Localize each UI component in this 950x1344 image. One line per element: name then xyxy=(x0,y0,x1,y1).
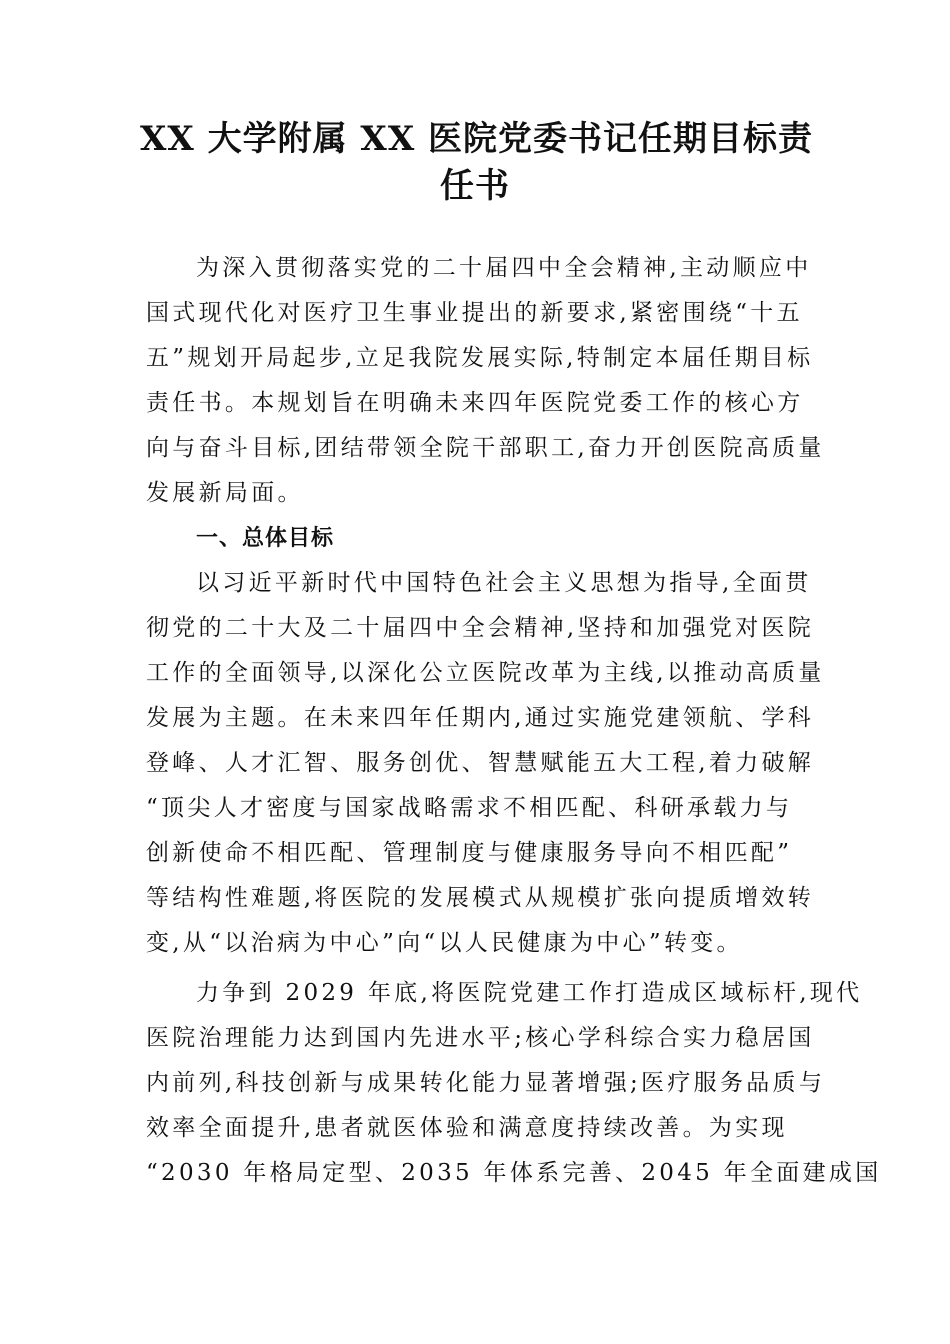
paragraph-line: 五”规划开局起步,立足我院发展实际,特制定本届任期目标 xyxy=(146,345,814,371)
paragraph-line: 登峰、人才汇智、服务创优、智慧赋能五大工程,着力破解 xyxy=(146,750,815,776)
paragraph-line: 力争到 2029 年底,将医院党建工作打造成区域标杆,现代 xyxy=(196,980,863,1006)
intro-paragraph xyxy=(146,246,825,516)
goals-paragraph-2 xyxy=(146,971,882,1196)
paragraph-line: 发展为主题。在未来四年任期内,通过实施党建领航、学科 xyxy=(146,705,815,731)
paragraph-line: 医院治理能力达到国内先进水平;核心学科综合实力稳居国 xyxy=(146,1025,815,1051)
paragraph-line: 为深入贯彻落实党的二十届四中全会精神,主动顺应中 xyxy=(196,255,812,281)
paragraph-line: 效率全面提升,患者就医体验和满意度持续改善。为实现 xyxy=(146,1115,788,1141)
paragraph-line: 彻党的二十大及二十届四中全会精神,坚持和加强党对医院 xyxy=(146,615,815,641)
paragraph-line: 责任书。本规划旨在明确未来四年医院党委工作的核心方 xyxy=(146,390,804,416)
paragraph-line: “顶尖人才密度与国家战略需求不相匹配、科研承载力与 xyxy=(146,795,793,821)
paragraph-line: “2030 年格局定型、2035 年体系完善、2045 年全面建成国 xyxy=(146,1160,882,1186)
document-body xyxy=(146,246,882,1196)
paragraph-line: 发展新局面。 xyxy=(146,480,304,506)
paragraph-line: 以习近平新时代中国特色社会主义思想为指导,全面贯 xyxy=(196,570,812,596)
paragraph-line: 等结构性难题,将医院的发展模式从规模扩张向提质增效转 xyxy=(146,885,815,911)
section-heading-overall-goals: 一、总体目标 xyxy=(196,526,335,551)
document-title-line-2: 任书 xyxy=(440,166,510,206)
goals-paragraph-1 xyxy=(146,561,825,966)
paragraph-line: 创新使命不相匹配、管理制度与健康服务导向不相匹配” xyxy=(146,840,793,866)
document-title-line-1: XX 大学附属 XX 医院党委书记任期目标责 xyxy=(140,119,814,159)
paragraph-line: 向与奋斗目标,团结带领全院干部职工,奋力开创医院高质量 xyxy=(146,435,825,461)
paragraph-line: 国式现代化对医疗卫生事业提出的新要求,紧密围绕“十五 xyxy=(146,300,803,326)
document-title xyxy=(140,116,814,210)
paragraph-line: 内前列,科技创新与成果转化能力显著增强;医疗服务品质与 xyxy=(146,1070,826,1096)
paragraph-line: 工作的全面领导,以深化公立医院改革为主线,以推动高质量 xyxy=(146,660,825,686)
paragraph-line: 变,从“以治病为中心”向“以人民健康为中心”转变。 xyxy=(146,930,743,956)
